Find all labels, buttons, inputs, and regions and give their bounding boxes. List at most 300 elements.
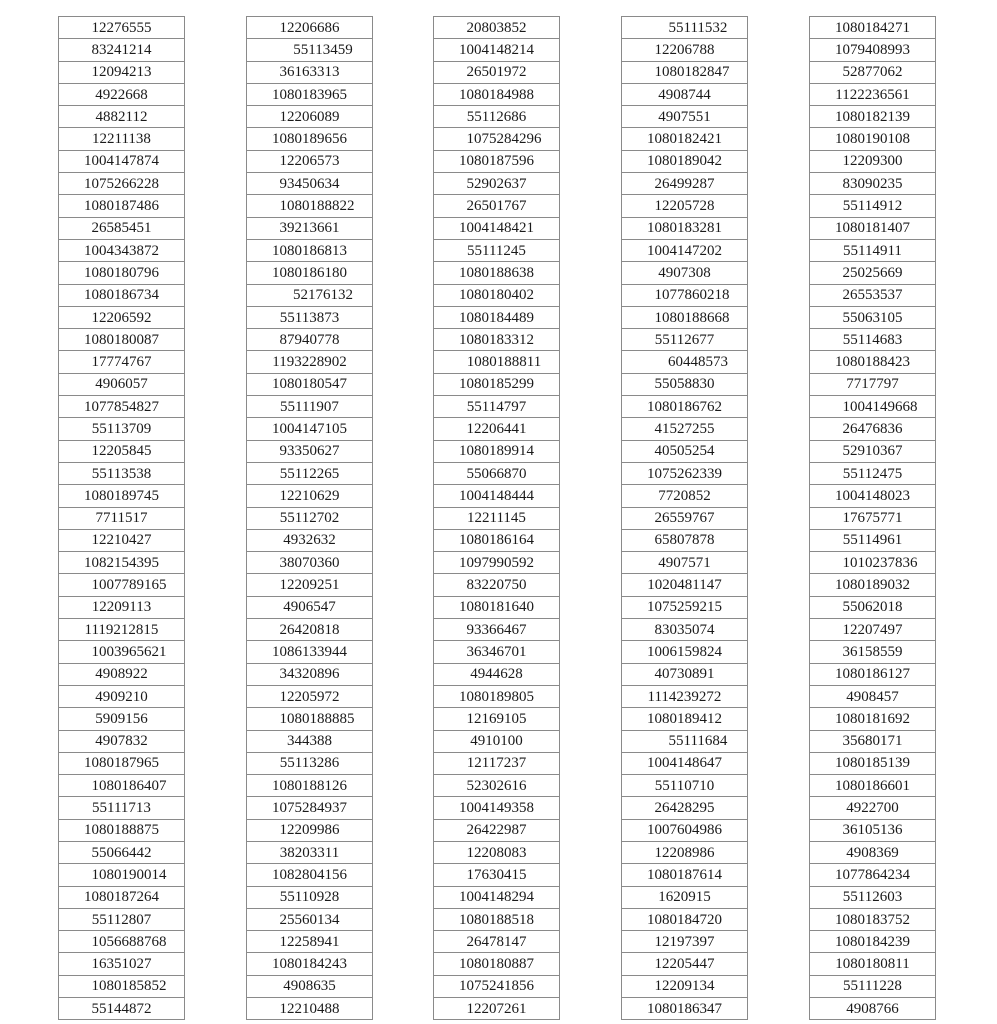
table-cell: 1010237836 [810, 552, 936, 574]
table-cell: 12206788 [622, 39, 748, 61]
table-cell: 93366467 [434, 619, 560, 641]
table-cell: 1004148444 [434, 485, 560, 507]
table-row [810, 396, 936, 418]
table-cell: 55112677 [622, 329, 748, 351]
number-column-4 [621, 16, 748, 1020]
table-row [622, 61, 748, 83]
table-row [59, 886, 185, 908]
table-row [810, 663, 936, 685]
table-cell: 1080186762 [622, 396, 748, 418]
table-row [59, 217, 185, 239]
table-row [810, 708, 936, 730]
table-cell: 40505254 [622, 440, 748, 462]
table-row [247, 396, 373, 418]
table-row [622, 752, 748, 774]
table-row [810, 239, 936, 261]
table-row [247, 886, 373, 908]
table-row [59, 351, 185, 373]
table-cell: 4909210 [59, 685, 185, 707]
table-row [622, 797, 748, 819]
table-row [59, 128, 185, 150]
table-row [59, 418, 185, 440]
table-row [622, 396, 748, 418]
table-cell: 26428295 [622, 797, 748, 819]
table-row [810, 797, 936, 819]
table-cell: 26476836 [810, 418, 936, 440]
table-row [810, 574, 936, 596]
table-cell: 12209251 [247, 574, 373, 596]
table-row [434, 195, 560, 217]
table-cell: 4908457 [810, 685, 936, 707]
table-cell: 1080189412 [622, 708, 748, 730]
table-cell: 1080187486 [59, 195, 185, 217]
table-row [59, 596, 185, 618]
table-row [59, 106, 185, 128]
table-cell: 1080189745 [59, 485, 185, 507]
table-cell: 1080183752 [810, 908, 936, 930]
table-row [59, 507, 185, 529]
table-cell: 1004147874 [59, 150, 185, 172]
table-row [810, 641, 936, 663]
table-cell: 1086133944 [247, 641, 373, 663]
table-row [622, 529, 748, 551]
table-row [59, 83, 185, 105]
table-cell: 1080182421 [622, 128, 748, 150]
table-cell: 55112686 [434, 106, 560, 128]
table-row [247, 306, 373, 328]
table-cell: 1080180087 [59, 329, 185, 351]
table-cell: 55111245 [434, 239, 560, 261]
table-cell: 55111228 [810, 975, 936, 997]
table-row [622, 329, 748, 351]
table-cell: 39213661 [247, 217, 373, 239]
table-row [59, 195, 185, 217]
table-cell: 55066442 [59, 841, 185, 863]
table-cell: 1075266228 [59, 173, 185, 195]
table-cell: 1082804156 [247, 864, 373, 886]
table-row [810, 83, 936, 105]
table-cell: 1620915 [622, 886, 748, 908]
table-cell: 26559767 [622, 507, 748, 529]
table-row [434, 730, 560, 752]
table-row [59, 306, 185, 328]
table-cell: 55113873 [247, 306, 373, 328]
table-cell: 93450634 [247, 173, 373, 195]
table-row [622, 841, 748, 863]
table-cell: 12209300 [810, 150, 936, 172]
table-cell: 1080189805 [434, 685, 560, 707]
table-row [434, 440, 560, 462]
table-cell: 52302616 [434, 775, 560, 797]
table-row [59, 775, 185, 797]
table-cell: 4910100 [434, 730, 560, 752]
table-cell: 16351027 [59, 953, 185, 975]
table-row [59, 150, 185, 172]
table-row [59, 173, 185, 195]
table-row [622, 351, 748, 373]
table-cell: 7711517 [59, 507, 185, 529]
table-row [810, 752, 936, 774]
table-row [247, 462, 373, 484]
table-cell: 1080188126 [247, 775, 373, 797]
table-cell: 1080180547 [247, 373, 373, 395]
number-column-2 [246, 16, 373, 1020]
table-row [434, 975, 560, 997]
table-cell: 1080189042 [622, 150, 748, 172]
table-cell: 1080180811 [810, 953, 936, 975]
table-cell: 17630415 [434, 864, 560, 886]
table-cell: 4907551 [622, 106, 748, 128]
table-row [434, 306, 560, 328]
table-row [247, 931, 373, 953]
table-cell: 1080182847 [622, 61, 748, 83]
table-row [247, 596, 373, 618]
table-row [59, 39, 185, 61]
table-cell: 41527255 [622, 418, 748, 440]
table-row [622, 685, 748, 707]
table-cell: 1080188668 [622, 306, 748, 328]
table-row [434, 83, 560, 105]
table-row [434, 752, 560, 774]
table-row [810, 128, 936, 150]
table-cell: 12209113 [59, 596, 185, 618]
table-row [810, 730, 936, 752]
table-cell: 1080181640 [434, 596, 560, 618]
table-row [434, 418, 560, 440]
table-cell: 12169105 [434, 708, 560, 730]
table-cell: 55112265 [247, 462, 373, 484]
table-cell: 12206686 [247, 17, 373, 39]
table-cell: 55062018 [810, 596, 936, 618]
table-cell: 12209986 [247, 819, 373, 841]
table-row [59, 239, 185, 261]
table-row [434, 864, 560, 886]
table-row [622, 931, 748, 953]
table-row [247, 574, 373, 596]
table-cell: 36158559 [810, 641, 936, 663]
table-cell: 1075259215 [622, 596, 748, 618]
table-row [247, 775, 373, 797]
table-row [622, 128, 748, 150]
table-row [622, 306, 748, 328]
table-row [59, 931, 185, 953]
table-cell: 1080184720 [622, 908, 748, 930]
table-cell: 38203311 [247, 841, 373, 863]
table-cell: 26501972 [434, 61, 560, 83]
table-row [434, 329, 560, 351]
table-cell: 1080186734 [59, 284, 185, 306]
table-cell: 12207497 [810, 619, 936, 641]
table-row [59, 752, 185, 774]
table-row [622, 552, 748, 574]
table-cell: 12210427 [59, 529, 185, 551]
table-row [434, 797, 560, 819]
table-cell: 55111713 [59, 797, 185, 819]
table-cell: 55113286 [247, 752, 373, 774]
table-row [247, 619, 373, 641]
table-row [810, 864, 936, 886]
table-cell: 1079408993 [810, 39, 936, 61]
table-cell: 26553537 [810, 284, 936, 306]
number-column-1 [58, 16, 185, 1020]
table-row [247, 173, 373, 195]
table-cell: 1004148214 [434, 39, 560, 61]
table-row [434, 173, 560, 195]
table-row [622, 485, 748, 507]
table-cell: 12276555 [59, 17, 185, 39]
table-cell: 1119212815 [59, 619, 185, 641]
table-row [59, 262, 185, 284]
table-row [247, 685, 373, 707]
table-row [810, 819, 936, 841]
table-cell: 1075241856 [434, 975, 560, 997]
table-row [810, 61, 936, 83]
table-cell: 83220750 [434, 574, 560, 596]
table-row [59, 574, 185, 596]
table-cell: 40730891 [622, 663, 748, 685]
table-cell: 1056688768 [59, 931, 185, 953]
table-row [247, 262, 373, 284]
table-cell: 1075284296 [434, 128, 560, 150]
table-cell: 55113538 [59, 462, 185, 484]
table-row [434, 507, 560, 529]
table-row [622, 641, 748, 663]
table-row [622, 83, 748, 105]
table-cell: 1080188638 [434, 262, 560, 284]
table-cell: 12197397 [622, 931, 748, 953]
table-row [59, 819, 185, 841]
table-row [247, 217, 373, 239]
table-cell: 7717797 [810, 373, 936, 395]
table-cell: 55112475 [810, 462, 936, 484]
table-cell: 1080185299 [434, 373, 560, 395]
table-cell: 12208083 [434, 841, 560, 863]
table-row [247, 708, 373, 730]
table-row [810, 440, 936, 462]
table-cell: 55114911 [810, 239, 936, 261]
table-row [810, 975, 936, 997]
table-row [247, 908, 373, 930]
table-cell: 1080185139 [810, 752, 936, 774]
table-row [622, 953, 748, 975]
table-row [434, 552, 560, 574]
table-cell: 1077864234 [810, 864, 936, 886]
table-row [622, 217, 748, 239]
table-cell: 12206573 [247, 150, 373, 172]
table-cell: 55112702 [247, 507, 373, 529]
table-cell: 55066870 [434, 462, 560, 484]
table-cell: 26585451 [59, 217, 185, 239]
table-cell: 1080180796 [59, 262, 185, 284]
table-row [59, 975, 185, 997]
table-row [434, 61, 560, 83]
table-cell: 4907832 [59, 730, 185, 752]
table-row [59, 908, 185, 930]
table-cell: 83090235 [810, 173, 936, 195]
table-cell: 52910367 [810, 440, 936, 462]
table-row [59, 61, 185, 83]
table-cell: 55114912 [810, 195, 936, 217]
table-row [434, 485, 560, 507]
table-cell: 1080188811 [434, 351, 560, 373]
table-cell: 26420818 [247, 619, 373, 641]
table-row [622, 150, 748, 172]
table-row [247, 440, 373, 462]
table-cell: 7720852 [622, 485, 748, 507]
table-cell: 52902637 [434, 173, 560, 195]
table-row [434, 39, 560, 61]
table-row [247, 663, 373, 685]
table-cell: 4908369 [810, 841, 936, 863]
table-cell: 38070360 [247, 552, 373, 574]
table-cell: 34320896 [247, 663, 373, 685]
table-row [622, 908, 748, 930]
table-row [810, 953, 936, 975]
table-row [434, 462, 560, 484]
table-row [810, 931, 936, 953]
table-cell: 36163313 [247, 61, 373, 83]
table-cell: 4908744 [622, 83, 748, 105]
table-cell: 12209134 [622, 975, 748, 997]
table-row [247, 17, 373, 39]
table-row [59, 797, 185, 819]
table-cell: 36346701 [434, 641, 560, 663]
table-row [622, 775, 748, 797]
table-cell: 1080181692 [810, 708, 936, 730]
table-row [59, 396, 185, 418]
table-row [622, 262, 748, 284]
table-row [247, 39, 373, 61]
table-cell: 4908635 [247, 975, 373, 997]
table-row [59, 284, 185, 306]
table-row [434, 284, 560, 306]
table-row [622, 663, 748, 685]
table-row [59, 998, 185, 1020]
table-row [434, 886, 560, 908]
table-cell: 1004147202 [622, 239, 748, 261]
table-row [434, 150, 560, 172]
table-row [622, 864, 748, 886]
table-cell: 1007604986 [622, 819, 748, 841]
table-row [247, 552, 373, 574]
table-cell: 1077860218 [622, 284, 748, 306]
table-row [247, 83, 373, 105]
table-row [622, 373, 748, 395]
table-row [247, 284, 373, 306]
table-cell: 1080187614 [622, 864, 748, 886]
table-row [622, 730, 748, 752]
table-row [810, 685, 936, 707]
table-cell: 1080183965 [247, 83, 373, 105]
table-row [622, 39, 748, 61]
table-cell: 83035074 [622, 619, 748, 641]
table-row [810, 775, 936, 797]
table-cell: 1080190108 [810, 128, 936, 150]
table-row [59, 953, 185, 975]
table-cell: 17774767 [59, 351, 185, 373]
table-cell: 55112603 [810, 886, 936, 908]
table-cell: 1080184243 [247, 953, 373, 975]
table-cell: 1080185852 [59, 975, 185, 997]
table-row [434, 641, 560, 663]
table-cell: 1080186813 [247, 239, 373, 261]
table-cell: 5909156 [59, 708, 185, 730]
table-cell: 12205972 [247, 685, 373, 707]
table-row [622, 975, 748, 997]
table-row [434, 998, 560, 1020]
table-cell: 1122236561 [810, 83, 936, 105]
table-cell: 4908766 [810, 998, 936, 1020]
table-row [810, 39, 936, 61]
table-row [434, 106, 560, 128]
table-row [810, 195, 936, 217]
table-cell: 1004149668 [810, 396, 936, 418]
table-row [622, 106, 748, 128]
table-row [59, 529, 185, 551]
table-row [434, 953, 560, 975]
table-cell: 55114683 [810, 329, 936, 351]
table-row [247, 529, 373, 551]
table-row [434, 775, 560, 797]
table-row [810, 262, 936, 284]
table-cell: 1080184988 [434, 83, 560, 105]
table-cell: 4908922 [59, 663, 185, 685]
table-cell: 36105136 [810, 819, 936, 841]
table-cell: 1075262339 [622, 462, 748, 484]
table-cell: 25560134 [247, 908, 373, 930]
table-cell: 1080187596 [434, 150, 560, 172]
table-row [59, 685, 185, 707]
table-cell: 1080188875 [59, 819, 185, 841]
table-row [434, 529, 560, 551]
table-row [434, 17, 560, 39]
table-cell: 12205728 [622, 195, 748, 217]
table-cell: 35680171 [810, 730, 936, 752]
table-row [434, 596, 560, 618]
table-row [622, 708, 748, 730]
table-cell: 1004149358 [434, 797, 560, 819]
table-cell: 1080188885 [247, 708, 373, 730]
table-cell: 1080183312 [434, 329, 560, 351]
table-row [247, 128, 373, 150]
table-row [59, 641, 185, 663]
table-row [247, 195, 373, 217]
table-cell: 20803852 [434, 17, 560, 39]
table-cell: 55111684 [622, 730, 748, 752]
table-row [622, 284, 748, 306]
table-row [59, 841, 185, 863]
table-row [434, 351, 560, 373]
table-cell: 4882112 [59, 106, 185, 128]
table-row [622, 819, 748, 841]
table-cell: 4906547 [247, 596, 373, 618]
table-cell: 12207261 [434, 998, 560, 1020]
table-cell: 1080188822 [247, 195, 373, 217]
table-cell: 4922700 [810, 797, 936, 819]
table-row [59, 17, 185, 39]
table-row [247, 485, 373, 507]
table-row [810, 462, 936, 484]
table-row [434, 396, 560, 418]
table-row [59, 440, 185, 462]
table-cell: 12206441 [434, 418, 560, 440]
table-row [247, 329, 373, 351]
table-row [810, 619, 936, 641]
table-row [434, 841, 560, 863]
table-row [622, 574, 748, 596]
table-cell: 87940778 [247, 329, 373, 351]
table-row [434, 663, 560, 685]
